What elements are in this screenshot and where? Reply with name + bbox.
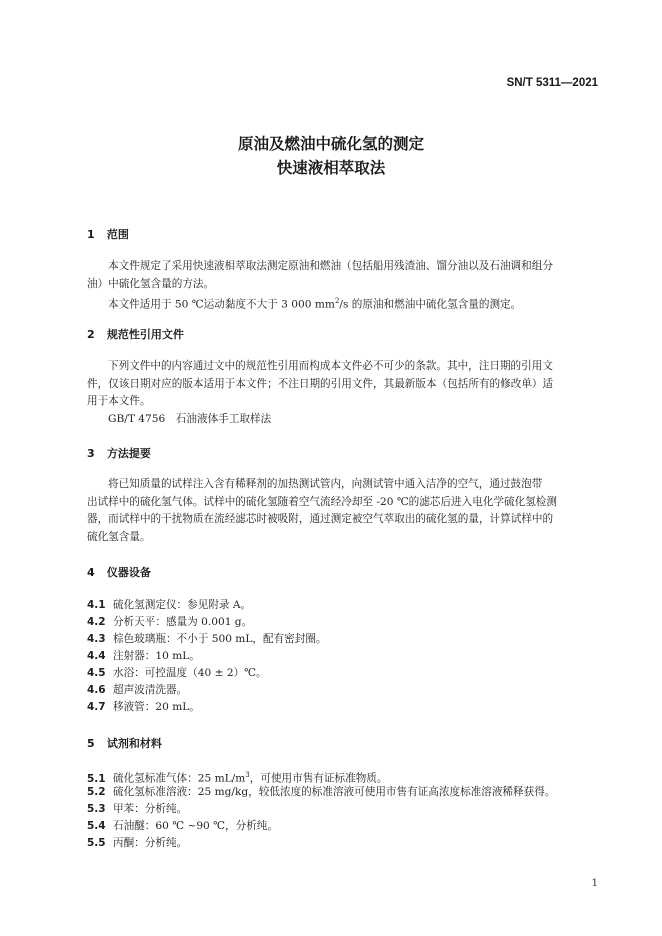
section-title: 范围 <box>106 228 129 241</box>
document-title <box>0 132 662 180</box>
item-number: 4.6 <box>87 684 106 696</box>
text-segment: 本文件适用于 50 ℃运动黏度不大于 3 000 mm <box>108 298 335 311</box>
normative-reference: GB/T 4756 石油液体手工取样法 <box>108 412 272 425</box>
list-item <box>87 818 278 835</box>
item-text: 超声波清洗器。 <box>113 684 188 696</box>
item-text: 水浴：可控温度（40 ± 2）℃。 <box>113 667 267 679</box>
superscript: 2 <box>334 297 340 305</box>
section-5-heading <box>87 735 162 751</box>
section-number: 3 <box>87 447 95 460</box>
item-text: 硫化氢标准溶液：25 mg/kg，较低浓度的标准溶液可使用市售有证高浓度标准溶液稀释获得。 <box>113 786 556 798</box>
item-number: 4.2 <box>87 616 106 628</box>
list-item <box>87 648 200 665</box>
title-line-2: 快速液相萃取法 <box>276 159 386 177</box>
text-segment: /s 的原油和燃油中硫化氢含量的测定。 <box>339 298 522 311</box>
item-number: 5.2 <box>87 786 106 798</box>
section-3-body <box>87 476 599 546</box>
item-number: 4.1 <box>87 599 106 611</box>
section-title: 方法提要 <box>106 447 151 460</box>
section-number: 1 <box>87 228 95 241</box>
list-item <box>87 784 555 801</box>
item-text: 丙酮：分析纯。 <box>113 837 188 849</box>
item-number: 5.4 <box>87 820 106 832</box>
list-item <box>87 699 200 716</box>
section-2-body <box>87 358 599 428</box>
section-title: 试剂和材料 <box>106 737 162 750</box>
list-item <box>87 835 187 852</box>
paragraph-line: 油）中硫化氢含量的方法。 <box>87 277 215 290</box>
section-number: 4 <box>87 566 95 579</box>
item-number: 4.5 <box>87 667 106 679</box>
paragraph-line: 器，而试样中的干扰物质在流经滤芯时被吸附，通过测定被空气萃取出的硫化氢的量，计算试样中的 <box>87 513 554 525</box>
section-1-heading <box>87 226 129 242</box>
paragraph-line: 将已知质量的试样注入含有稀释剂的加热测试管内，向测试管中通入洁净的空气，通过鼓泡带 <box>108 478 543 490</box>
item-number: 4.3 <box>87 633 106 645</box>
item-text: 棕色玻璃瓶：不小于 500 mL，配有密封圈。 <box>113 633 327 645</box>
item-text: ，可使用市售有证标准物质。 <box>249 772 388 785</box>
item-number: 4.7 <box>87 701 106 713</box>
list-item <box>87 682 187 699</box>
item-number: 5.5 <box>87 837 106 849</box>
section-title: 规范性引用文件 <box>106 328 184 341</box>
item-text: 硫化氢标准气体：25 mL/m <box>113 772 246 785</box>
section-title: 仪器设备 <box>106 566 151 579</box>
list-item <box>87 597 251 614</box>
paragraph-line: 下列文件中的内容通过文中的规范性引用而构成本文件必不可少的条款。其中，注日期的引用文 <box>108 360 553 372</box>
list-item <box>87 801 187 818</box>
section-1-body <box>87 258 599 314</box>
item-text: 硫化氢测定仪：参见附录 A。 <box>113 599 252 611</box>
section-4-heading <box>87 564 151 580</box>
standard-number: SN/T 5311—2021 <box>506 77 598 89</box>
paragraph-line: 用于本文件。 <box>87 395 151 407</box>
item-number: 5.1 <box>87 772 106 785</box>
paragraph-line: 出试样中的硫化氢气体。试样中的硫化氢随着空气流经冷却至 -20 ℃的滤芯后进入电化学硫化氢检测 <box>87 495 557 508</box>
list-item <box>87 631 327 648</box>
section-number: 2 <box>87 328 95 341</box>
item-text: 注射器：10 mL。 <box>113 650 200 662</box>
paragraph-line: 件，仅该日期对应的版本适用于本文件；不注日期的引用文件，其最新版本（包括所有的修改单）适 <box>87 377 554 390</box>
list-item <box>87 614 252 631</box>
item-text: 石油醚：60 ℃ ~90 ℃，分析纯。 <box>113 820 278 832</box>
superscript: 3 <box>245 771 250 779</box>
list-item <box>87 665 267 682</box>
paragraph-line: 硫化氢含量。 <box>87 530 151 543</box>
item-text: 甲苯：分析纯。 <box>113 803 188 815</box>
section-number: 5 <box>87 737 95 750</box>
title-line-1: 原油及燃油中硫化氢的测定 <box>237 135 424 153</box>
item-text: 分析天平：感量为 0.001 g。 <box>113 616 253 628</box>
item-number: 5.3 <box>87 803 106 815</box>
item-number: 4.4 <box>87 650 106 662</box>
item-text: 移液管：20 mL。 <box>113 701 200 713</box>
page-number: 1 <box>591 878 598 889</box>
section-3-heading <box>87 445 151 461</box>
paragraph-line <box>87 293 599 314</box>
paragraph-line: 本文件规定了采用快速液相萃取法测定原油和燃油（包括船用残渣油、馏分油以及石油调和组分 <box>108 260 553 272</box>
section-2-heading <box>87 326 184 342</box>
